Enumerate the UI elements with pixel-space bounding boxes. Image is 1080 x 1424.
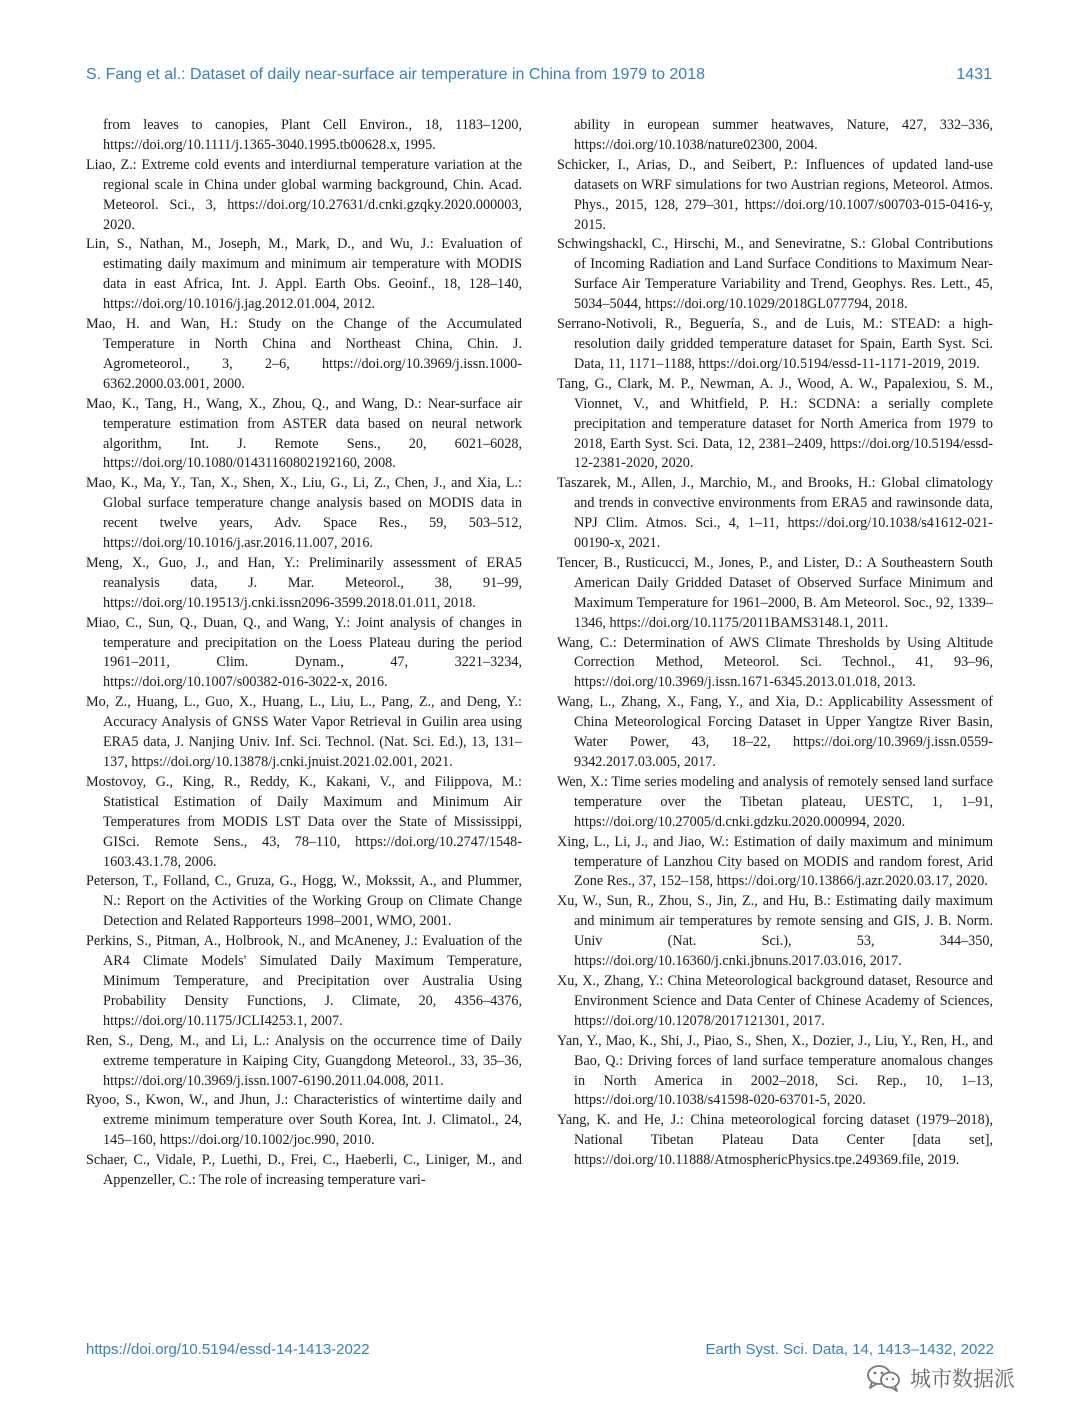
- reference-entry: Xing, L., Li, J., and Jiao, W.: Estimation of daily maximum and minimum temperature of Lanzhou City based on MODIS and random forest, Arid Zone Res., 37, 152–158, https://doi.org/10.13866/j.azr.2020.03.17, 2020.: [557, 833, 993, 890]
- reference-entry: Tencer, B., Rusticucci, M., Jones, P., and Lister, D.: A Southeastern South American Daily Gridded Dataset of Observed Surface Minimum and Maximum Temperature for 1961–2000, B. Am Meteorol. Soc., 92, 1339–1346, https://doi.org/10.1175/2011BAMS3148.1, 2011.: [557, 554, 993, 631]
- reference-entry: Mo, Z., Huang, L., Guo, X., Huang, L., Liu, L., Pang, Z., and Deng, Y.: Accuracy Analysis of GNSS Water Vapor Retrieval in Guilin area using ERA5 data, J. Nanjing Univ. Inf. Sci. Technol. (Nat. Sci. Ed.), 13, 131–137, https://doi.org/10.13878/j.cnki.jnuist.2021.02.001, 2021.: [86, 694, 522, 770]
- reference-entry: Schaer, C., Vidale, P., Luethi, D., Frei, C., Haeberli, C., Liniger, M., and Appenzeller, C.: The role of increasing temperature vari-: [86, 1152, 522, 1189]
- reference-entry: Wang, C.: Determination of AWS Climate Thresholds by Using Altitude Correction Method, Meteorol. Sci. Technol., 41, 93–96, https://doi.org/10.3969/j.issn.1671-6345.2013.01.018, 2013.: [557, 634, 993, 691]
- footer-doi-link[interactable]: https://doi.org/10.5194/essd-14-1413-2022: [86, 1341, 370, 1358]
- watermark-text: 城市数据派: [910, 1367, 1015, 1391]
- reference-entry: Mostovoy, G., King, R., Reddy, K., Kakani, V., and Filippova, M.: Statistical Estimation of Daily Maximum and Minimum Air Temperatures from MODIS LST Data over the State of Mississippi, GISci. Remote Sens., 43, 78–110, https://doi.org/10.2747/1548-1603.43.1.78, 2006.: [86, 773, 522, 870]
- reference-entry: ability in european summer heatwaves, Nature, 427, 332–336, https://doi.org/10.1038/nature02300, 2004.: [574, 117, 993, 153]
- running-header: [86, 66, 992, 92]
- left-column: [86, 116, 522, 1191]
- wechat-icon: [866, 1363, 902, 1393]
- reference-entry: Lin, S., Nathan, M., Joseph, M., Mark, D., and Wu, J.: Evaluation of estimating daily maximum and minimum air temperature with MODIS data in east Africa, Int. J. Appl. Earth Obs. Geoinf., 18, 128–140, https://doi.org/10.1016/j.jag.2012.01.004, 2012.: [86, 236, 522, 313]
- reference-entry: Ryoo, S., Kwon, W., and Jhun, J.: Characteristics of wintertime daily and extreme minimum temperature over South Korea, Int. J. Climatol., 24, 145–160, https://doi.org/10.1002/joc.990, 2010.: [86, 1092, 522, 1149]
- reference-entry: Yan, Y., Mao, K., Shi, J., Piao, S., Shen, X., Dozier, J., Liu, Y., Ren, H., and Bao, Q.: Driving forces of land surface temperature anomalous changes in North America in 2002–2018, Sci. Rep., 10, 1–13, https://doi.org/10.1038/s41598-020-63701-5, 2020.: [557, 1032, 993, 1109]
- reference-entry: Xu, W., Sun, R., Zhou, S., Jin, Z., and Hu, B.: Estimating daily maximum and minimum air temperatures by remote sensing and GIS, J. B. Norm. Univ (Nat. Sci.), 53, 344–350, https://doi.org/10.16360/j.cnki.jbnuns.2017.03.016, 2017.: [557, 893, 993, 970]
- reference-entry: Schicker, I., Arias, D., and Seibert, P.: Influences of updated land-use datasets on WRF simulations for two Austrian regions, Meteorol. Atmos. Phys., 2015, 128, 279–301, https://doi.org/10.1007/s00703-015-0416-y, 2015.: [557, 156, 993, 233]
- running-title: S. Fang et al.: Dataset of daily near-surface air temperature in China from 1979 to 2018: [86, 66, 705, 83]
- page-number: 1431: [956, 66, 992, 83]
- reference-entry: Mao, K., Tang, H., Wang, X., Zhou, Q., and Wang, D.: Near-surface air temperature estimation from ASTER data based on neural network algorithm, Int. J. Remote Sens., 20, 6021–6028, https://doi.org/10.1080/01431160802192160, 2008.: [86, 395, 522, 472]
- reference-entry: Wen, X.: Time series modeling and analysis of remotely sensed land surface temperature over the Tibetan plateau, UESTC, 1, 1–91, https://doi.org/10.27005/d.cnki.gdzku.2020.000994, 2020.: [557, 773, 993, 830]
- right-column: [557, 116, 993, 1171]
- reference-entry: Miao, C., Sun, Q., Duan, Q., and Wang, Y.: Joint analysis of changes in temperature and precipitation on the Loess Plateau during the period 1961–2011, Clim. Dynam., 47, 3221–3234, https://doi.org/10.1007/s00382-016-3022-x, 2016.: [86, 614, 522, 691]
- reference-entry: Mao, H. and Wan, H.: Study on the Change of the Accumulated Temperature in North China and Northeast China, Chin. J. Agrometeorol., 3, 2–6, https://doi.org/10.3969/j.issn.1000-6362.2000.03.001, 2000.: [86, 316, 522, 392]
- reference-entry: Yang, K. and He, J.: China meteorological forcing dataset (1979–2018), National Tibetan Plateau Data Center [data set], https://doi.org/10.11888/AtmosphericPhysics.tpe.249369.file, 2019.: [557, 1112, 993, 1169]
- footer-journal-citation: Earth Syst. Sci. Data, 14, 1413–1432, 2022: [705, 1341, 994, 1358]
- reference-entry: Ren, S., Deng, M., and Li, L.: Analysis on the occurrence time of Daily extreme temperature in Kaiping City, Guangdong Meteorol., 33, 35–36, https://doi.org/10.3969/j.issn.1007-6190.2011.04.008, 2011.: [86, 1032, 522, 1089]
- reference-entry: Wang, L., Zhang, X., Fang, Y., and Xia, D.: Applicability Assessment of China Meteorological Forcing Dataset in Upper Yangtze River Basin, Water Power, 43, 18–22, https://doi.org/10.3969/j.issn.0559-9342.2017.03.005, 2017.: [557, 694, 993, 770]
- reference-entry: Peterson, T., Folland, C., Gruza, G., Hogg, W., Mokssit, A., and Plummer, N.: Report on the Activities of the Working Group on Climate Change Detection and Related Rapporteurs 1998–2001, WMO, 2001.: [86, 873, 522, 930]
- reference-entry: Tang, G., Clark, M. P., Newman, A. J., Wood, A. W., Papalexiou, S. M., Vionnet, V., and Whitfield, P. H.: SCDNA: a serially complete precipitation and temperature dataset for North America from 1979 to 2018, Earth Syst. Sci. Data, 12, 2381–2409, https://doi.org/10.5194/essd-12-2381-2020, 2020.: [557, 375, 993, 472]
- reference-entry: Xu, X., Zhang, Y.: China Meteorological background dataset, Resource and Environment Science and Data Center of Chinese Academy of Sciences, https://doi.org/10.12078/2017121301, 2017.: [557, 972, 993, 1029]
- reference-entry: Serrano-Notivoli, R., Beguería, S., and de Luis, M.: STEAD: a high-resolution daily gridded temperature dataset for Spain, Earth Syst. Sci. Data, 11, 1171–1188, https://doi.org/10.5194/essd-11-1171-2019, 2019.: [557, 316, 993, 372]
- reference-entry: from leaves to canopies, Plant Cell Environ., 18, 1183–1200, https://doi.org/10.1111/j.1365-3040.1995.tb00628.x, 1995.: [103, 117, 522, 153]
- reference-entry: Schwingshackl, C., Hirschi, M., and Seneviratne, S.: Global Contributions of Incoming Radiation and Land Surface Conditions to Maximum Near-Surface Air Temperature Variability and Trend, Geophys. Res. Lett., 45, 5034–5044, https://doi.org/10.1029/2018GL077794, 2018.: [557, 236, 993, 313]
- reference-entry: Liao, Z.: Extreme cold events and interdiurnal temperature variation at the regional scale in China under global warming background, Chin. Acad. Meteorol. Sci., 3, https://doi.org/10.27631/d.cnki.gzqky.2020.000003, 2020.: [86, 156, 522, 233]
- reference-entry: Mao, K., Ma, Y., Tan, X., Shen, X., Liu, G., Li, Z., Chen, J., and Xia, L.: Global surface temperature change analysis based on MODIS data in recent twelve years, Adv. Space Res., 59, 503–512, https://doi.org/10.1016/j.asr.2016.11.007, 2016.: [86, 475, 522, 552]
- reference-entry: Meng, X., Guo, J., and Han, Y.: Preliminarily assessment of ERA5 reanalysis data, J. Mar. Meteorol., 38, 91–99, https://doi.org/10.19513/j.cnki.issn2096-3599.2018.01.011, 2018.: [86, 554, 522, 611]
- reference-entry: Taszarek, M., Allen, J., Marchio, M., and Brooks, H.: Global climatology and trends in convective environments from ERA5 and rawinsonde data, NPJ Clim. Atmos. Sci., 4, 1–11, https://doi.org/10.1038/s41612-021-00190-x, 2021.: [557, 475, 993, 552]
- watermark: [866, 1362, 1015, 1394]
- page-footer: [86, 1341, 994, 1363]
- reference-entry: Perkins, S., Pitman, A., Holbrook, N., and McAneney, J.: Evaluation of the AR4 Climate Models' Simulated Daily Maximum Temperature, Minimum Temperature, and Precipitation over Australia Using Probability Density Functions, J. Climate, 20, 4356–4376, https://doi.org/10.1175/JCLI4253.1, 2007.: [86, 933, 522, 1029]
